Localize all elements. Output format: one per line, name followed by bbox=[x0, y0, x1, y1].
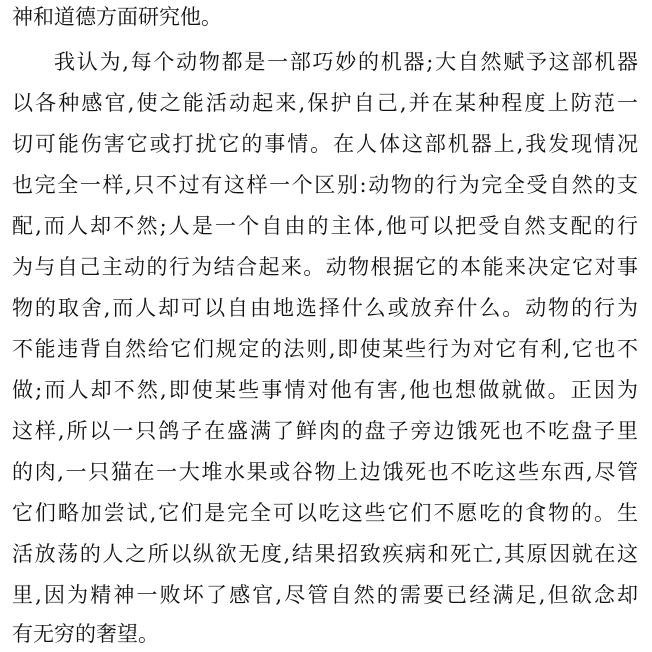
paragraph-2-line-13: 活放荡的人之所以纵欲无度,结果招致疾病和死亡,其原因就在这 bbox=[12, 542, 638, 566]
paragraph-2-line-12: 它们略加尝试,它们是完全可以吃这些它们不愿吃的食物的。生 bbox=[12, 501, 638, 525]
paragraph-2-line-8: 不能违背自然给它们规定的法则,即使某些行为对它有利,它也不 bbox=[12, 337, 638, 361]
paragraph-2-line-10: 这样,所以一只鸽子在盛满了鲜肉的盘子旁边饿死也不吃盘子里 bbox=[12, 419, 638, 443]
paragraph-2-line-2: 以各种感官,使之能活动起来,保护自己,并在某种程度上防范一 bbox=[12, 91, 638, 115]
paragraph-2-line-15: 有无穷的奢望。 bbox=[12, 622, 159, 646]
paragraph-2-line-1: 我认为,每个动物都是一部巧妙的机器;大自然赋予这部机器 bbox=[54, 50, 638, 74]
paragraph-2-line-14: 里,因为精神一败坏了感官,尽管自然的需要已经满足,但欲念却 bbox=[12, 583, 638, 607]
paragraph-2-line-3: 切可能伤害它或打扰它的事情。在人体这部机器上,我发现情况 bbox=[12, 132, 638, 156]
paragraph-2-line-9: 做;而人却不然,即使某些事情对他有害,他也想做就做。正因为 bbox=[12, 378, 638, 402]
paragraph-2-line-7: 物的取舍,而人却可以自由地选择什么或放弃什么。动物的行为 bbox=[12, 296, 638, 320]
paragraph-2-line-11: 的肉,一只猫在一大堆水果或谷物上边饿死也不吃这些东西,尽管 bbox=[12, 460, 638, 484]
paragraph-2-line-4: 也完全一样,只不过有这样一个区别:动物的行为完全受自然的支 bbox=[12, 173, 638, 197]
paragraph-1-line-1: 神和道德方面研究他。 bbox=[12, 5, 222, 29]
paragraph-2-line-5: 配,而人却不然;人是一个自由的主体,他可以把受自然支配的行 bbox=[12, 214, 638, 238]
paragraph-2-line-6: 为与自己主动的行为结合起来。动物根据它的本能来决定它对事 bbox=[12, 255, 638, 279]
